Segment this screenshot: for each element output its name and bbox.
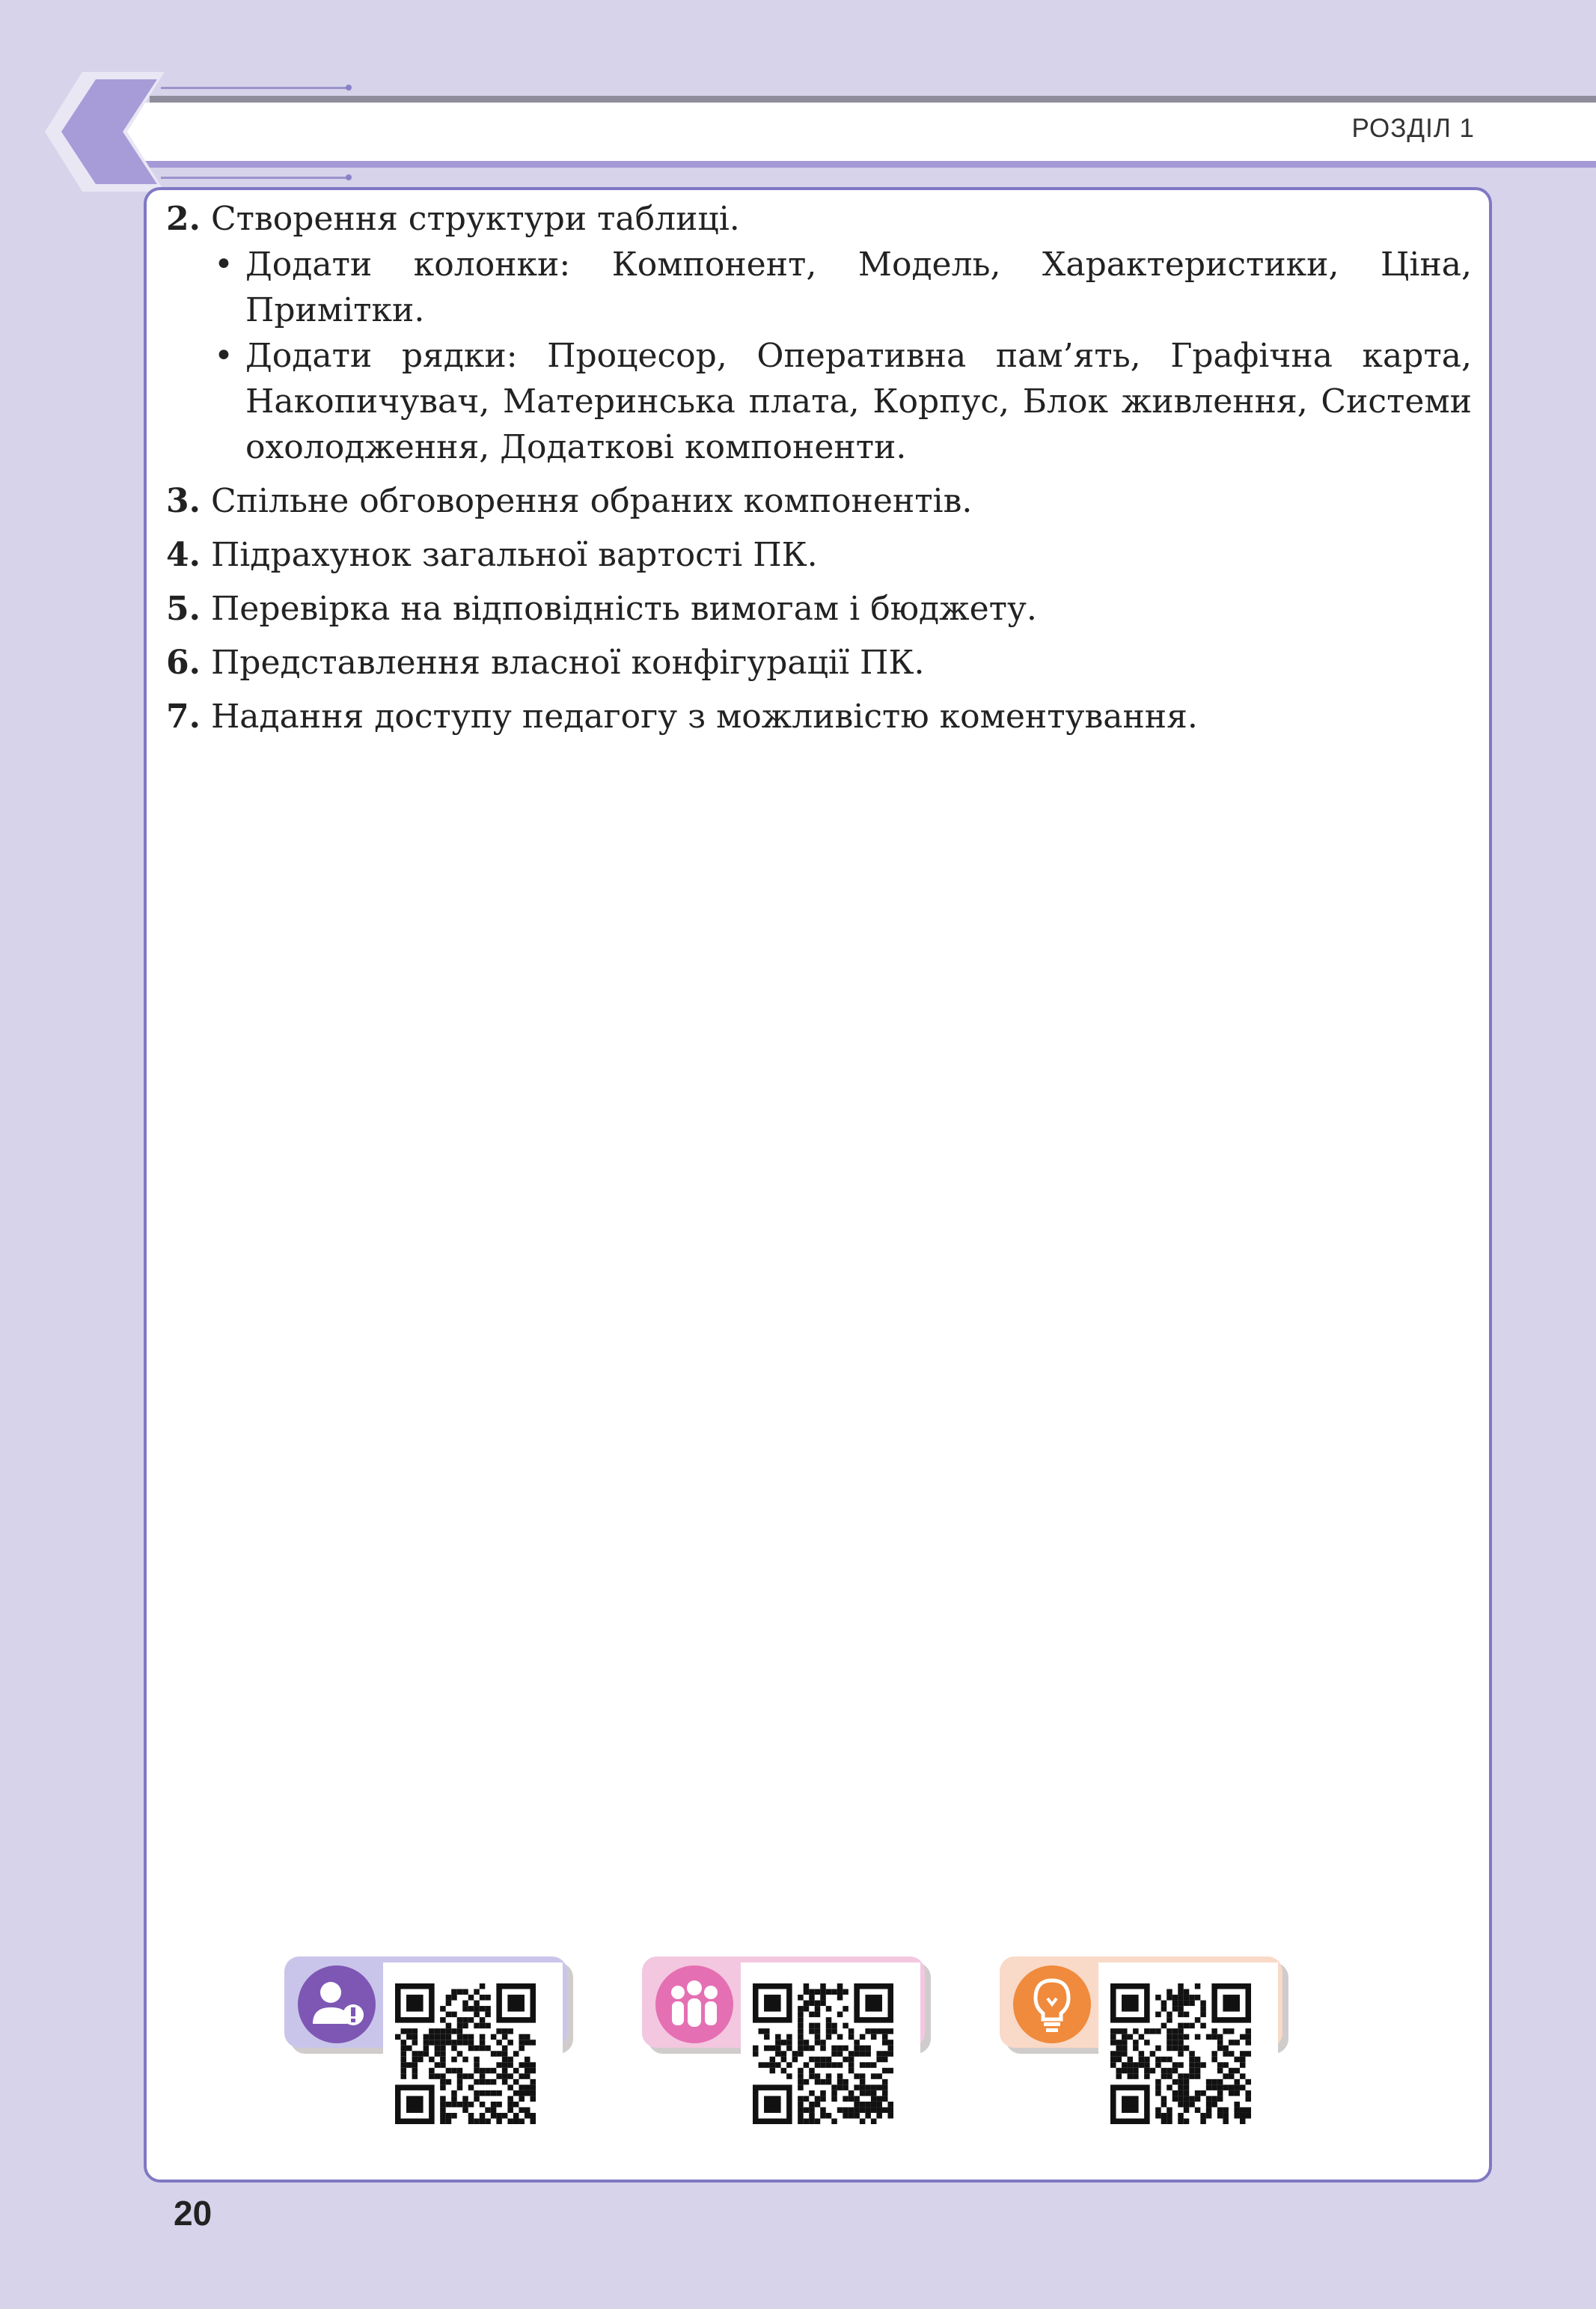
list-item <box>166 478 1472 524</box>
qr-code-image[interactable] <box>395 1983 536 2124</box>
item-number: 3. <box>166 482 201 520</box>
steps-list <box>166 196 1472 748</box>
list-item <box>166 694 1472 739</box>
item-text: Представлення власної конфігурації ПК. <box>210 644 925 682</box>
qr-code-image[interactable] <box>1110 1983 1251 2124</box>
header-bottom-line <box>142 161 1596 168</box>
item-text: Перевірка на відповідність вимогам і бюджету. <box>210 590 1037 628</box>
section-label: РОЗДІЛ 1 <box>1351 114 1475 143</box>
bullet-item <box>210 242 1472 333</box>
qr-card-group-work[interactable] <box>642 1956 925 2048</box>
item-number: 7. <box>166 698 201 736</box>
item-number: 4. <box>166 536 201 574</box>
bullet-text: Додати рядки: Процесор, Оперативна пам’ять, Графічна карта, Накопичувач, Материнська плата, Корпус, Блок живлення, Системи охолодження, Додаткові компоненти. <box>245 337 1472 466</box>
list-item <box>166 532 1472 578</box>
item-text: Створення структури таблиці. <box>210 200 740 238</box>
item-text: Спільне обговорення обраних компонентів. <box>210 482 973 520</box>
group-people-icon <box>655 1965 733 2043</box>
list-item <box>166 196 1472 470</box>
qr-card-ai-assistant[interactable] <box>284 1956 567 2048</box>
bullet-item <box>210 333 1472 470</box>
bullet-list <box>210 242 1472 470</box>
item-text: Підрахунок загальної вартості ПК. <box>210 536 818 574</box>
header-dot-top <box>346 85 352 91</box>
item-number: 2. <box>166 200 201 238</box>
chevron-left-icon <box>45 72 180 192</box>
list-item <box>166 586 1472 632</box>
bullet-marker: • <box>214 245 233 284</box>
item-number: 5. <box>166 590 201 628</box>
item-number: 6. <box>166 644 201 682</box>
lightbulb-icon <box>1013 1965 1091 2043</box>
qr-code-image[interactable] <box>753 1983 893 2124</box>
header-thin-line-bottom <box>161 177 348 179</box>
header-top-line <box>150 96 1596 103</box>
list-item <box>166 640 1472 686</box>
header-thin-line-top <box>161 87 348 89</box>
qr-card-idea[interactable] <box>1000 1956 1282 2048</box>
user-ai-icon <box>298 1965 376 2043</box>
header-dot-bottom <box>346 174 352 180</box>
bullet-marker: • <box>214 337 233 375</box>
page-number: 20 <box>174 2194 213 2233</box>
bullet-text: Додати колонки: Компонент, Модель, Характеристики, Ціна, Примітки. <box>245 245 1472 329</box>
item-text: Надання доступу педагогу з можливістю коментування. <box>210 698 1198 736</box>
